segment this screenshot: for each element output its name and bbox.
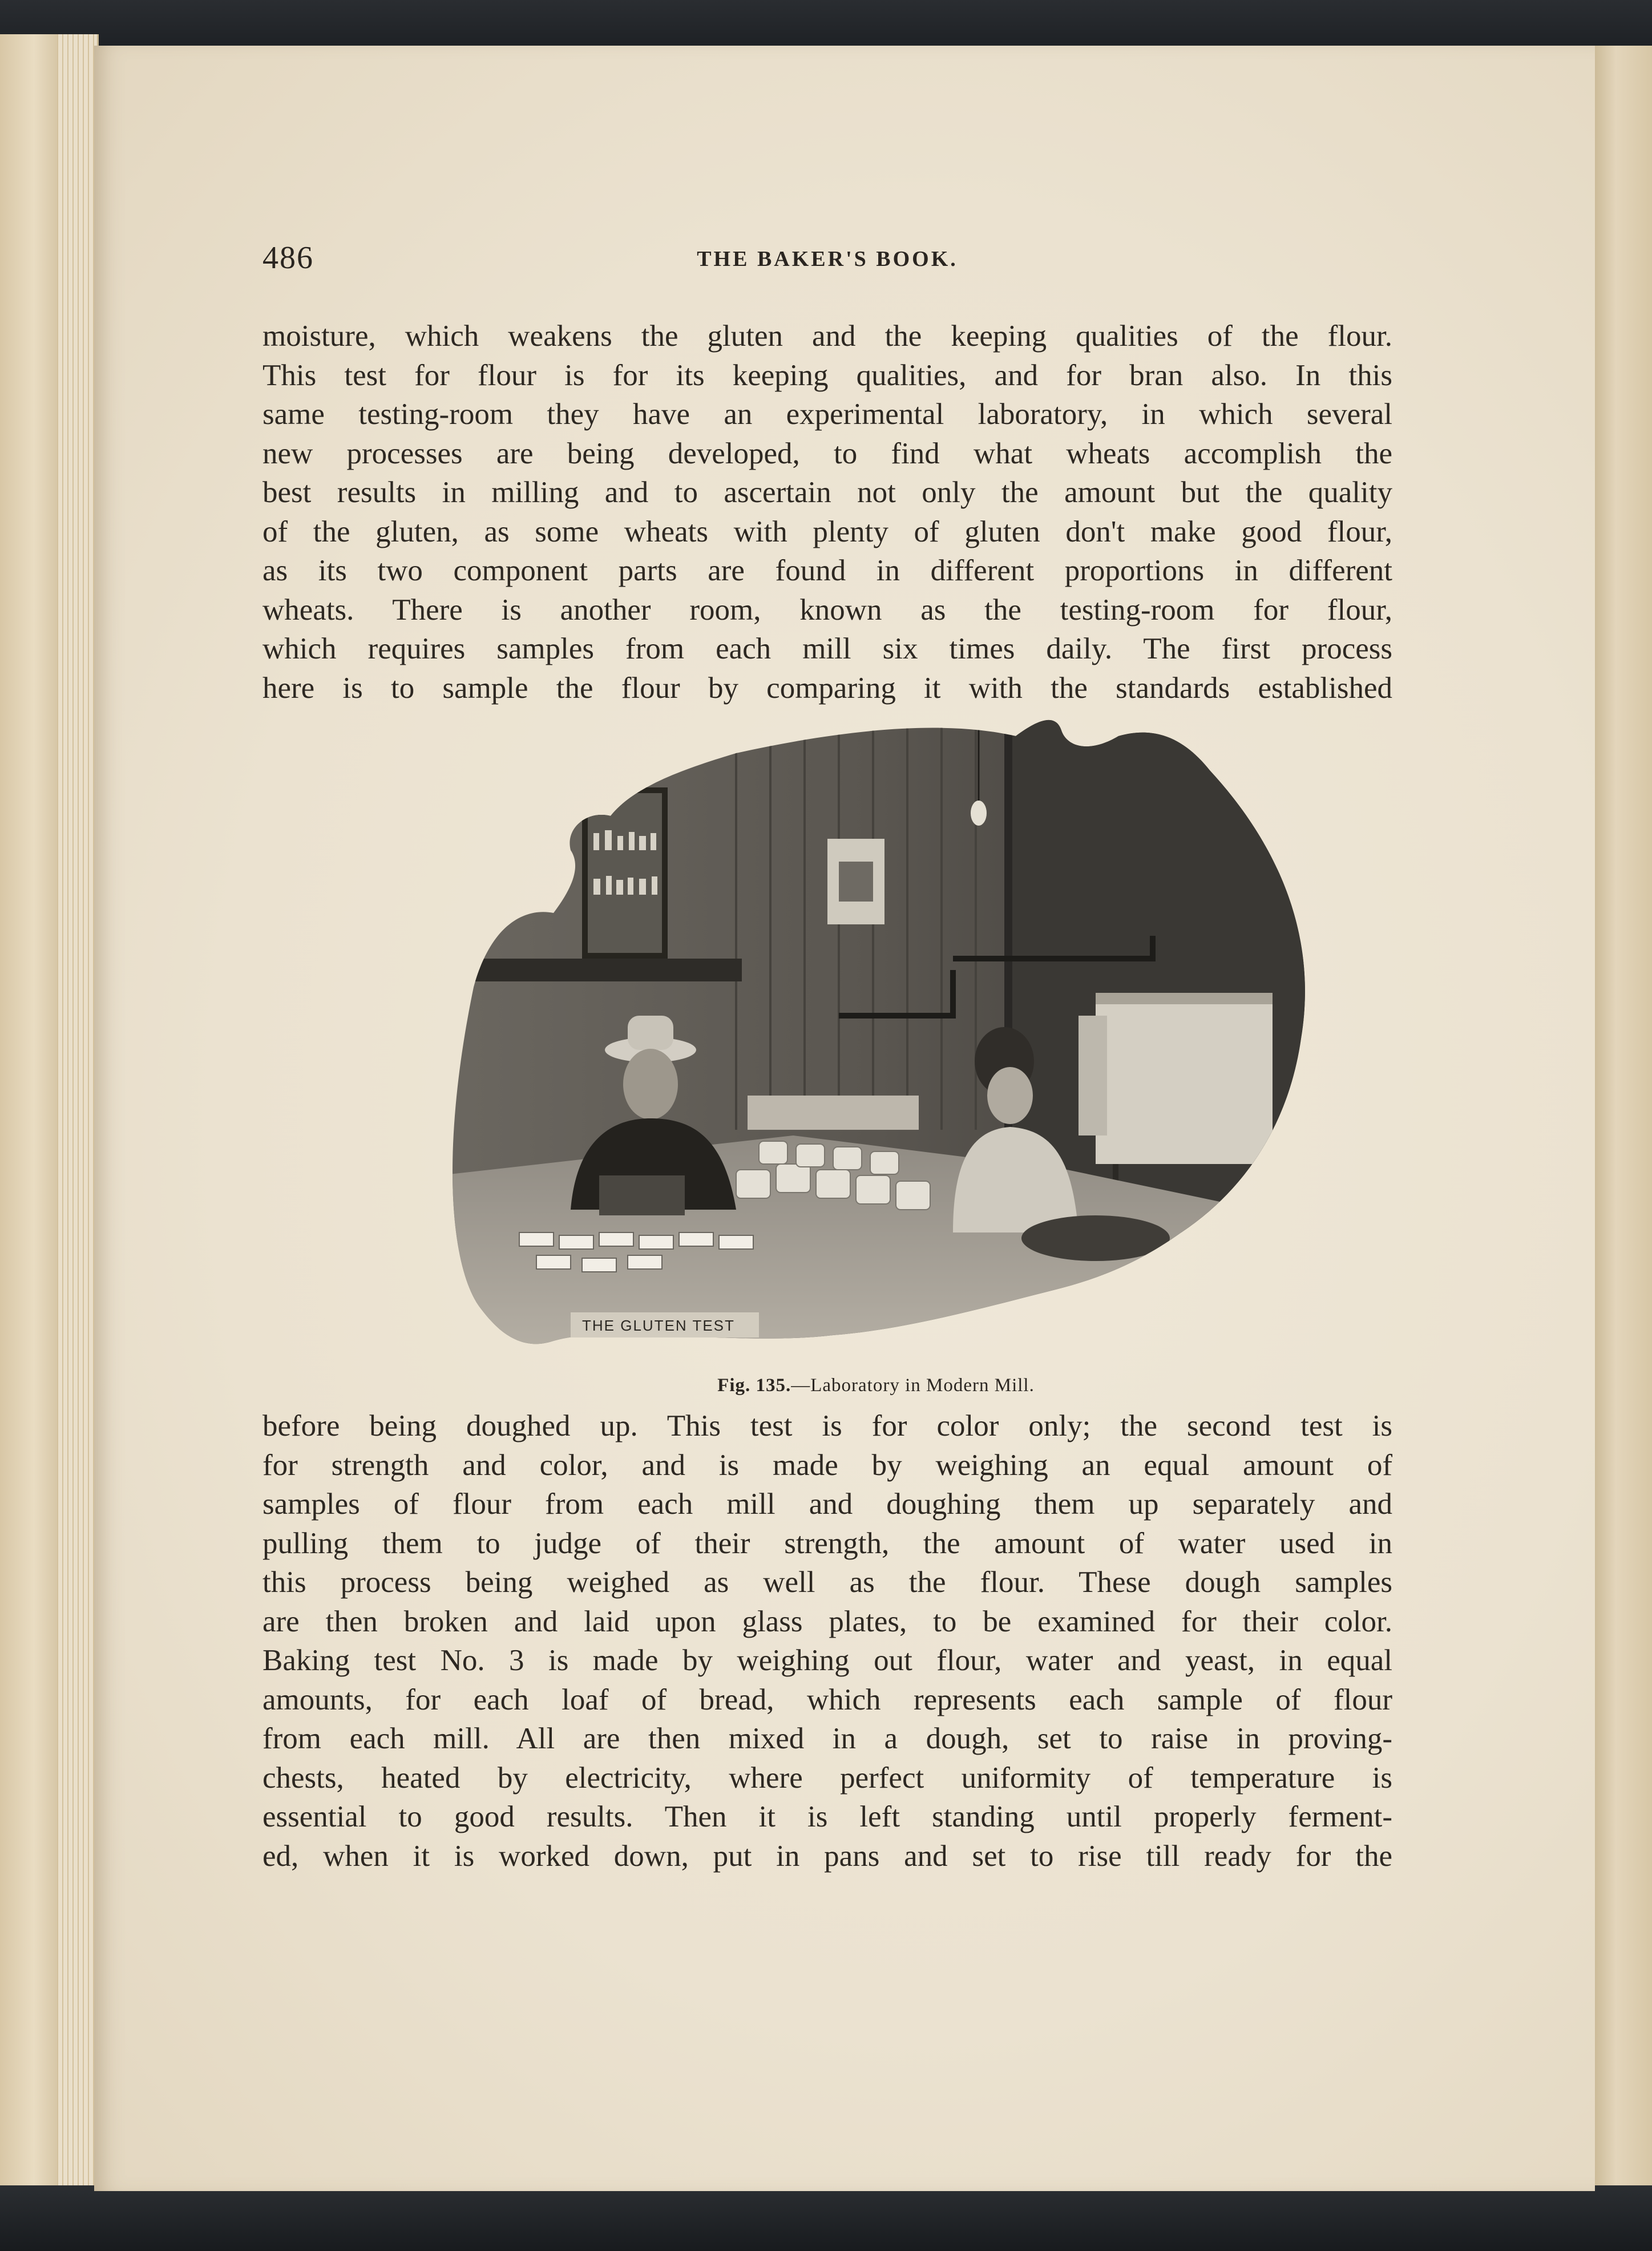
- text-line: same testing-room they have an experimental laboratory, in which several: [262, 398, 1392, 431]
- book-cover-bottom-edge: [0, 2185, 1652, 2251]
- next-page-edge: [1592, 46, 1652, 2191]
- running-head: [262, 240, 1392, 280]
- text-line: new processes are being developed, to find what wheats accomplish the: [262, 437, 1392, 470]
- page-stack-edge: [0, 34, 99, 2197]
- text-line: as its two component parts are found in different proportions in different: [262, 554, 1392, 587]
- text-line: this process being weighed as well as the flour. These dough samples: [262, 1566, 1392, 1599]
- text-line: Baking test No. 3 is made by weighing out flour, water and yeast, in equal: [262, 1644, 1392, 1677]
- figure-title: —Laboratory in Modern Mill.: [791, 1375, 1035, 1396]
- text-line: here is to sample the flour by comparing it with the standards established: [262, 671, 1392, 705]
- photo-scene: [439, 719, 1312, 1375]
- text-line: amounts, for each loaf of bread, which represents each sample of flour: [262, 1683, 1392, 1716]
- text-line: from each mill. All are then mixed in a dough, set to raise in proving-: [262, 1722, 1392, 1755]
- text-line: of the gluten, as some wheats with plenty of gluten don't make good flour,: [262, 515, 1392, 548]
- laboratory-photograph: [439, 719, 1312, 1375]
- text-line: moisture, which weakens the gluten and the keeping qualities of the flour.: [262, 320, 1392, 353]
- figure-number: Fig. 135.: [717, 1375, 791, 1396]
- text-line: are then broken and laid upon glass plates, to be examined for their color.: [262, 1605, 1392, 1638]
- text-line: which requires samples from each mill six times daily. The first process: [262, 632, 1392, 665]
- text-line: wheats. There is another room, known as the testing-room for flour,: [262, 593, 1392, 627]
- text-line: chests, heated by electricity, where perfect uniformity of temperature is: [262, 1761, 1392, 1795]
- inset-label: THE GLUTEN TEST: [582, 1317, 735, 1334]
- text-line: before being doughed up. This test is for color only; the second test is: [262, 1409, 1392, 1442]
- page-number: 486: [262, 240, 314, 276]
- text-line: for strength and color, and is made by weighing an equal amount of: [262, 1448, 1392, 1482]
- paragraph-before-figure: [262, 317, 1392, 708]
- text-line: This test for flour is for its keeping qualities, and for bran also. In this: [262, 358, 1392, 392]
- figure-caption: [439, 1375, 1312, 1396]
- text-line: ed, when it is worked down, put in pans and set to rise till ready for the: [262, 1839, 1392, 1873]
- page-stack-lines: [57, 34, 97, 2197]
- paragraph-after-figure: [262, 1407, 1392, 1876]
- book-cover-top-edge: [0, 0, 1652, 51]
- text-line: essential to good results. Then it is left standing until properly ferment-: [262, 1800, 1392, 1833]
- book-title-header: THE BAKER'S BOOK.: [697, 247, 958, 271]
- text-line: pulling them to judge of their strength, the amount of water used in: [262, 1526, 1392, 1560]
- text-line: best results in milling and to ascertain not only the amount but the quality: [262, 476, 1392, 509]
- text-line: samples of flour from each mill and doughing them up separately and: [262, 1488, 1392, 1521]
